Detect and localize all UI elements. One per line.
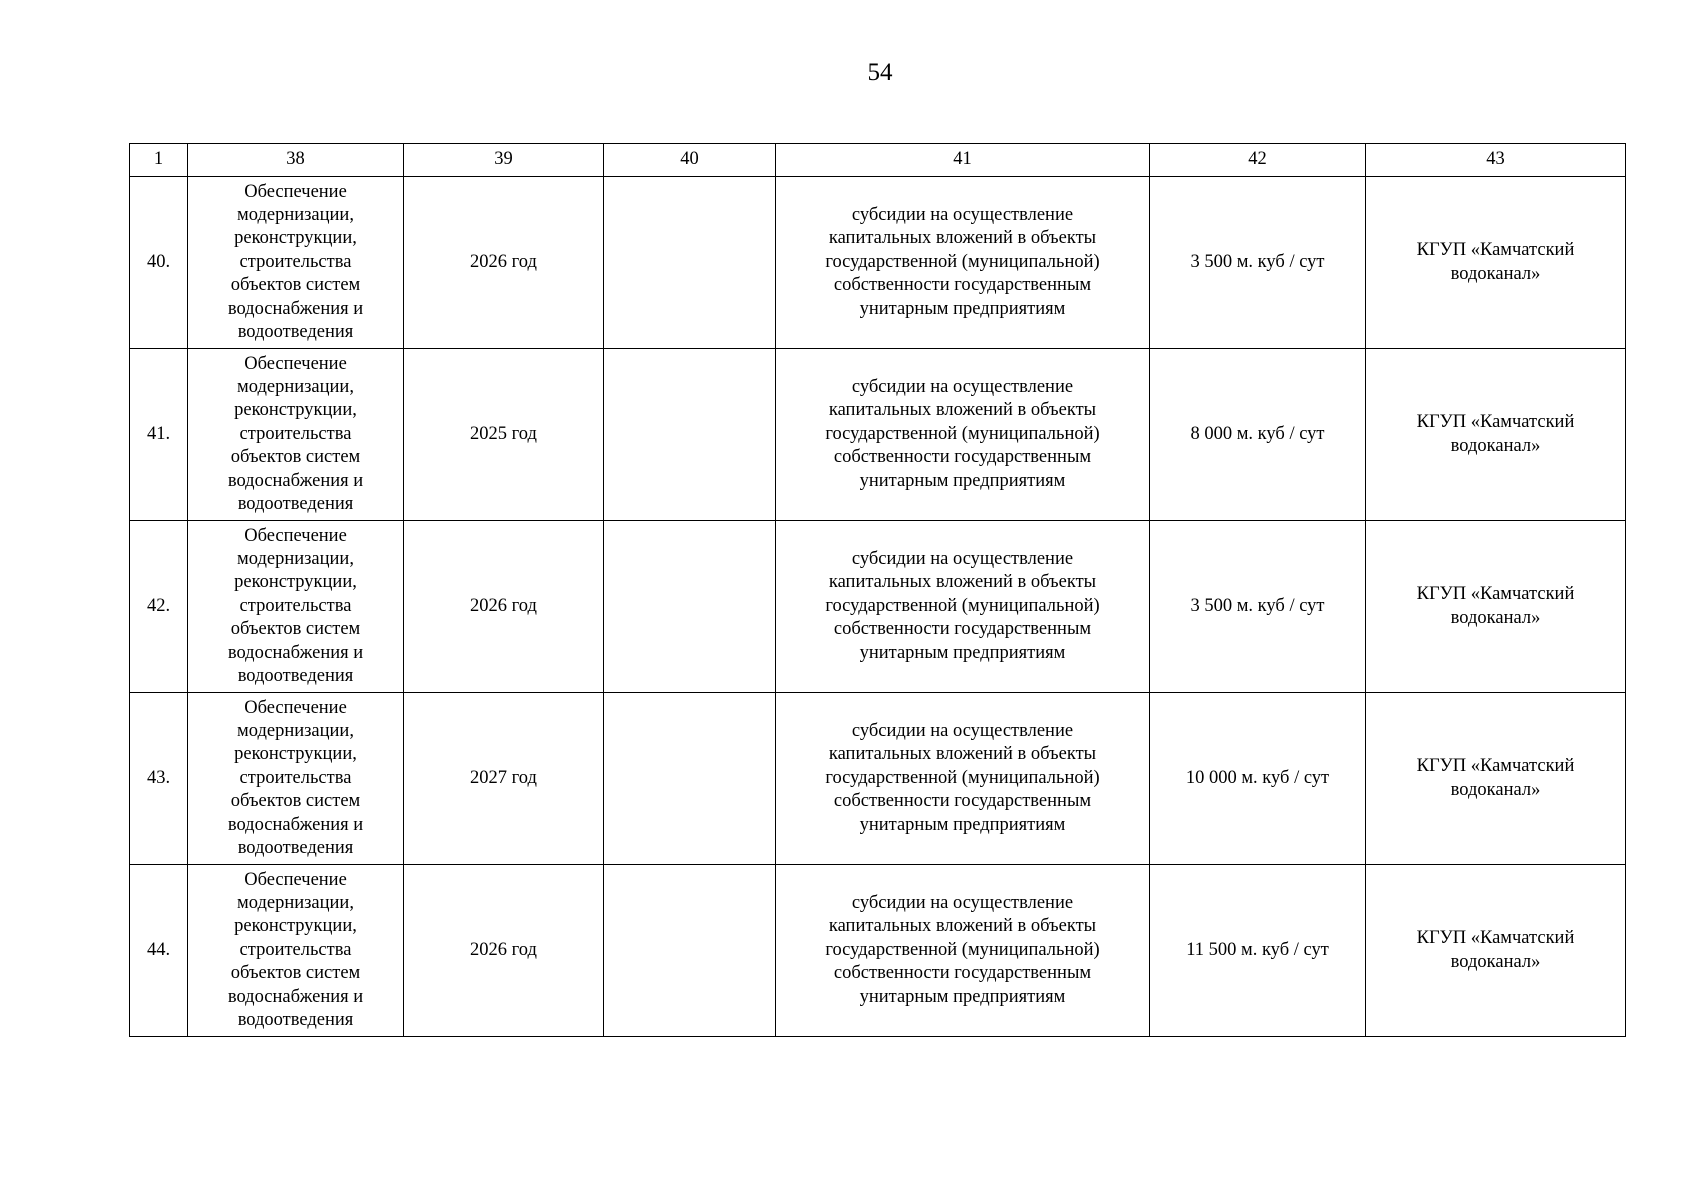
header-cell-39: 39	[404, 144, 604, 177]
header-cell-1: 1	[130, 144, 188, 177]
operator-cell-line: водоканал»	[1450, 607, 1541, 628]
measure-cell-line: объектов систем	[230, 275, 361, 296]
measure-cell-line: водоотведения	[237, 838, 354, 859]
row-number-cell: 42.	[130, 521, 188, 693]
funding-cell-line: субсидии на осуществление	[851, 204, 1074, 225]
measure-cell-line: Обеспечение	[244, 181, 347, 202]
operator-cell-line: водоканал»	[1450, 435, 1541, 456]
table-row	[130, 865, 1626, 1037]
year-cell: 2026 год	[404, 865, 604, 1037]
operator-cell-line: водоканал»	[1450, 779, 1541, 800]
measure-cell-line: водоотведения	[237, 494, 354, 515]
funding-cell	[776, 521, 1150, 693]
operator-cell	[1366, 521, 1626, 693]
year-cell: 2026 год	[404, 177, 604, 349]
funding-cell-line: капитальных вложений в объекты	[828, 744, 1097, 765]
capacity-cell: 3 500 м. куб / сут	[1150, 521, 1366, 693]
header-cell-38: 38	[188, 144, 404, 177]
funding-cell	[776, 349, 1150, 521]
measure-cell-line: водоотведения	[237, 666, 354, 687]
operator-cell	[1366, 693, 1626, 865]
funding-cell	[776, 865, 1150, 1037]
funding-cell	[776, 177, 1150, 349]
data-table	[129, 143, 1626, 1037]
funding-cell	[776, 693, 1150, 865]
measure-cell-line: модернизации,	[237, 892, 354, 913]
measure-cell-line: водоснабжения и	[227, 470, 364, 491]
measure-cell-line: модернизации,	[237, 720, 354, 741]
capacity-cell: 11 500 м. куб / сут	[1150, 865, 1366, 1037]
empty-cell	[604, 521, 776, 693]
measure-cell-line: реконструкции,	[234, 228, 357, 249]
measure-cell-line: объектов систем	[230, 963, 361, 984]
row-number-cell: 43.	[130, 693, 188, 865]
table-row	[130, 693, 1626, 865]
funding-cell-line: государственной (муниципальной)	[825, 595, 1100, 616]
empty-cell	[604, 177, 776, 349]
funding-cell-line: собственности государственным	[833, 619, 1092, 640]
measure-cell-line: модернизации,	[237, 376, 354, 397]
header-cell-42: 42	[1150, 144, 1366, 177]
measure-cell-line: Обеспечение	[244, 869, 347, 890]
measure-cell-line: модернизации,	[237, 204, 354, 225]
funding-cell-line: государственной (муниципальной)	[825, 251, 1100, 272]
measure-cell	[188, 349, 404, 521]
funding-cell-line: субсидии на осуществление	[851, 892, 1074, 913]
operator-cell-line: водоканал»	[1450, 951, 1541, 972]
funding-cell-line: унитарным предприятиям	[859, 814, 1066, 835]
measure-cell-line: строительства	[239, 595, 352, 616]
funding-cell-line: собственности государственным	[833, 447, 1092, 468]
operator-cell	[1366, 349, 1626, 521]
empty-cell	[604, 349, 776, 521]
header-cell-41: 41	[776, 144, 1150, 177]
year-cell: 2026 год	[404, 521, 604, 693]
capacity-cell: 3 500 м. куб / сут	[1150, 177, 1366, 349]
measure-cell-line: водоотведения	[237, 1010, 354, 1031]
header-cell-43: 43	[1366, 144, 1626, 177]
table-row	[130, 177, 1626, 349]
funding-cell-line: государственной (муниципальной)	[825, 767, 1100, 788]
measure-cell-line: водоснабжения и	[227, 642, 364, 663]
measure-cell	[188, 693, 404, 865]
table-row	[130, 349, 1626, 521]
measure-cell	[188, 521, 404, 693]
funding-cell-line: унитарным предприятиям	[859, 986, 1066, 1007]
measure-cell-line: строительства	[239, 423, 352, 444]
operator-cell	[1366, 177, 1626, 349]
funding-cell-line: собственности государственным	[833, 791, 1092, 812]
measure-cell	[188, 177, 404, 349]
year-cell: 2025 год	[404, 349, 604, 521]
funding-cell-line: капитальных вложений в объекты	[828, 400, 1097, 421]
measure-cell-line: строительства	[239, 767, 352, 788]
funding-cell-line: государственной (муниципальной)	[825, 939, 1100, 960]
measure-cell-line: Обеспечение	[244, 697, 347, 718]
measure-cell-line: модернизации,	[237, 548, 354, 569]
operator-cell	[1366, 865, 1626, 1037]
funding-cell-line: субсидии на осуществление	[851, 720, 1074, 741]
table-body	[130, 177, 1626, 1037]
row-number-cell: 40.	[130, 177, 188, 349]
page-number: 54	[867, 59, 893, 86]
capacity-cell: 8 000 м. куб / сут	[1150, 349, 1366, 521]
measure-cell-line: строительства	[239, 939, 352, 960]
operator-cell-line: водоканал»	[1450, 263, 1541, 284]
funding-cell-line: унитарным предприятиям	[859, 470, 1066, 491]
operator-cell-line: КГУП «Камчатский	[1416, 756, 1575, 777]
measure-cell-line: строительства	[239, 251, 352, 272]
measure-cell-line: водоотведения	[237, 322, 354, 343]
empty-cell	[604, 865, 776, 1037]
measure-cell-line: объектов систем	[230, 619, 361, 640]
operator-cell-line: КГУП «Камчатский	[1416, 928, 1575, 949]
measure-cell-line: Обеспечение	[244, 353, 347, 374]
funding-cell-line: капитальных вложений в объекты	[828, 916, 1097, 937]
operator-cell-line: КГУП «Камчатский	[1416, 412, 1575, 433]
funding-cell-line: государственной (муниципальной)	[825, 423, 1100, 444]
funding-cell-line: собственности государственным	[833, 275, 1092, 296]
empty-cell	[604, 693, 776, 865]
year-cell: 2027 год	[404, 693, 604, 865]
operator-cell-line: КГУП «Камчатский	[1416, 240, 1575, 261]
header-cell-40: 40	[604, 144, 776, 177]
funding-cell-line: собственности государственным	[833, 963, 1092, 984]
row-number-cell: 44.	[130, 865, 188, 1037]
funding-cell-line: капитальных вложений в объекты	[828, 228, 1097, 249]
measure-cell	[188, 865, 404, 1037]
measure-cell-line: реконструкции,	[234, 916, 357, 937]
header-row	[130, 144, 1626, 177]
measure-cell-line: реконструкции,	[234, 572, 357, 593]
funding-cell-line: унитарным предприятиям	[859, 642, 1066, 663]
measure-cell-line: водоснабжения и	[227, 814, 364, 835]
capacity-cell: 10 000 м. куб / сут	[1150, 693, 1366, 865]
funding-cell-line: субсидии на осуществление	[851, 548, 1074, 569]
measure-cell-line: водоснабжения и	[227, 986, 364, 1007]
operator-cell-line: КГУП «Камчатский	[1416, 584, 1575, 605]
table-row	[130, 521, 1626, 693]
measure-cell-line: реконструкции,	[234, 400, 357, 421]
measure-cell-line: объектов систем	[230, 791, 361, 812]
measure-cell-line: Обеспечение	[244, 525, 347, 546]
measure-cell-line: водоснабжения и	[227, 298, 364, 319]
funding-cell-line: субсидии на осуществление	[851, 376, 1074, 397]
measure-cell-line: реконструкции,	[234, 744, 357, 765]
measure-cell-line: объектов систем	[230, 447, 361, 468]
funding-cell-line: капитальных вложений в объекты	[828, 572, 1097, 593]
row-number-cell: 41.	[130, 349, 188, 521]
funding-cell-line: унитарным предприятиям	[859, 298, 1066, 319]
